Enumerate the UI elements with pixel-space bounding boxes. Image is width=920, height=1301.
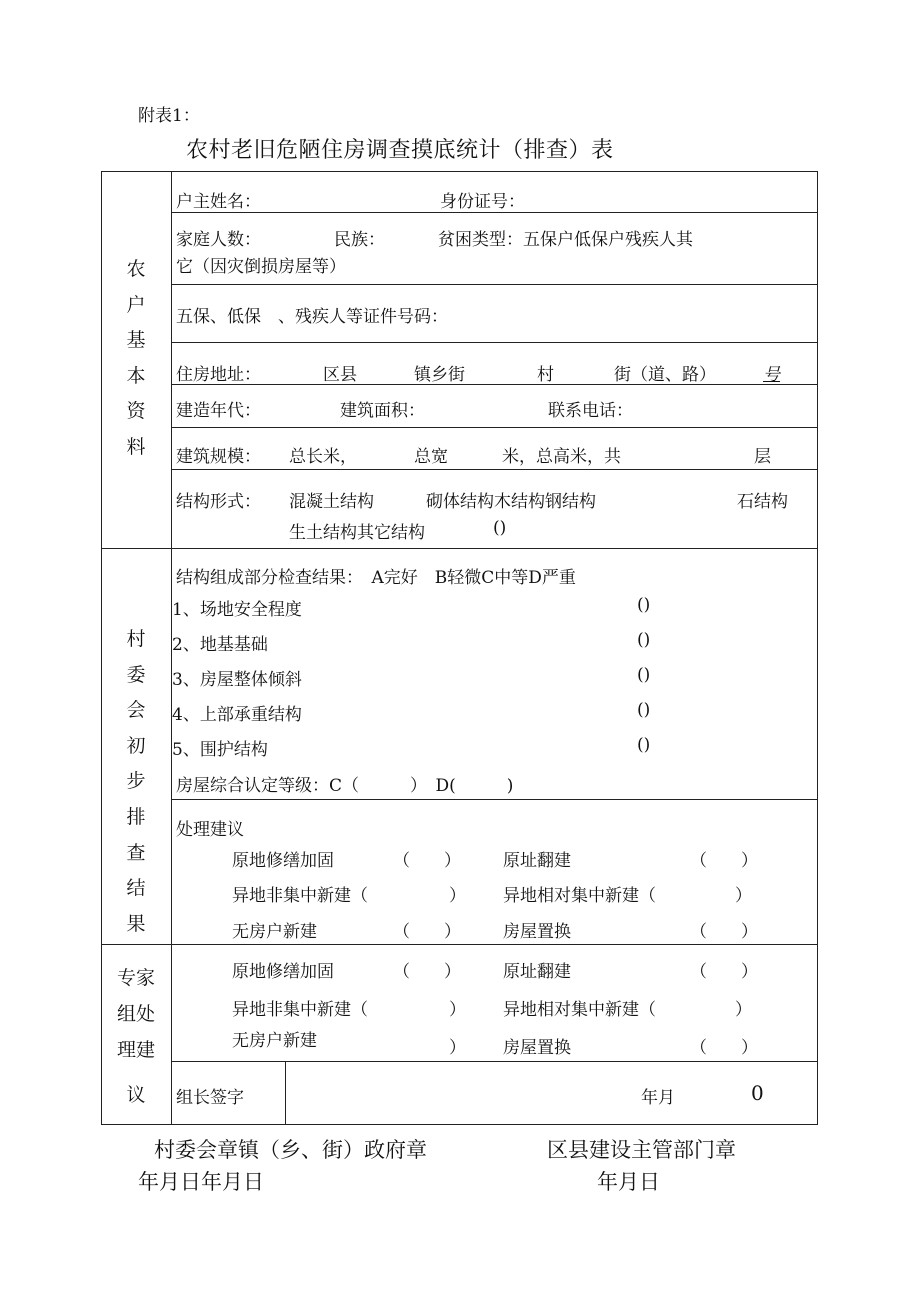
owner-name-label: 户主姓名： bbox=[176, 192, 261, 212]
section-char: 料 bbox=[126, 435, 146, 458]
row-divider bbox=[171, 284, 818, 285]
expert-mark: （ ） bbox=[393, 962, 461, 982]
inspection-mark: () bbox=[637, 700, 651, 720]
expert-option: 原地修缮加固 bbox=[232, 962, 334, 982]
inspection-header: 结构组成部分检查结果： A完好 B轻微C中等D严重 bbox=[176, 568, 576, 588]
section-char: 排 bbox=[126, 805, 146, 828]
suggestion-mark: （ ） bbox=[393, 851, 461, 871]
section-char: 村 bbox=[126, 628, 146, 650]
expert-mark: （ ） bbox=[690, 962, 758, 982]
grade-label: 房屋综合认定等级：C（ ） D( ) bbox=[176, 776, 514, 796]
inspection-mark: () bbox=[637, 735, 651, 755]
inspection-mark: () bbox=[637, 630, 651, 650]
address-town: 镇乡街 bbox=[414, 365, 465, 385]
expert-option: 原址翻建 bbox=[503, 962, 571, 982]
suggestion-option: 原地修缮加固 bbox=[232, 851, 334, 871]
expert-option: 异地相对集中新建（ bbox=[503, 1000, 656, 1020]
suggestion-option: 无房户新建 bbox=[232, 922, 317, 942]
section-char: 资 bbox=[126, 400, 146, 422]
family-size-label: 家庭人数： bbox=[176, 230, 261, 250]
suggestion-option: 异地非集中新建（ bbox=[232, 886, 368, 906]
row-divider bbox=[171, 384, 818, 385]
inspection-mark: () bbox=[637, 595, 651, 615]
structure-label: 结构形式： bbox=[176, 492, 261, 512]
expert-mark: ） bbox=[735, 1000, 752, 1020]
row-divider bbox=[171, 469, 818, 470]
section-label-expert-last: 议 bbox=[126, 1084, 146, 1106]
section-char: 基 bbox=[126, 329, 146, 351]
build-area-label: 建筑面积： bbox=[340, 401, 425, 421]
signature-divider bbox=[285, 1061, 286, 1125]
structure-paren: () bbox=[493, 518, 507, 538]
annex-label: 附表1： bbox=[138, 106, 200, 126]
id-number-label: 身份证号： bbox=[440, 192, 525, 212]
scale-floors: 层 bbox=[754, 447, 771, 467]
ethnicity-label: 民族： bbox=[334, 230, 385, 250]
footer-date-right: 年月日 bbox=[597, 1170, 660, 1194]
address-street: 街（道、路） bbox=[614, 365, 716, 385]
suggestion-mark: （ ） bbox=[690, 851, 758, 871]
section-char: 步 bbox=[126, 770, 146, 793]
suggestion-option: 房屋置换 bbox=[503, 922, 571, 942]
section-char: 委 bbox=[126, 663, 146, 686]
footer-date-left: 年月日年月日 bbox=[138, 1170, 264, 1194]
scale-width: 总宽 bbox=[414, 447, 448, 467]
structure-earth: 生土结构其它结构 bbox=[289, 523, 425, 543]
inspection-item: 1、场地安全程度 bbox=[172, 600, 302, 620]
phone-label: 联系电话： bbox=[548, 401, 633, 421]
build-year-label: 建造年代： bbox=[176, 401, 261, 421]
table-border-right bbox=[817, 171, 818, 1125]
suggestion-mark: ） bbox=[449, 886, 466, 906]
suggestion-mark: （ ） bbox=[393, 922, 461, 942]
section-char: 农 bbox=[126, 258, 146, 280]
address-number: 号 bbox=[763, 365, 780, 385]
section-char: 理建 bbox=[116, 1039, 155, 1061]
section-char: 初 bbox=[126, 734, 146, 757]
expert-option: 异地非集中新建（ bbox=[232, 1000, 368, 1020]
row-divider bbox=[171, 212, 818, 213]
expert-mark: ） bbox=[449, 1000, 466, 1020]
inspection-item: 2、地基基础 bbox=[172, 635, 268, 655]
section-label-basic bbox=[101, 252, 171, 465]
poverty-type-label: 贫困类型：五保户低保户残疾人其 bbox=[438, 230, 693, 250]
row-divider bbox=[171, 427, 818, 428]
inspection-mark: () bbox=[637, 665, 651, 685]
address-label: 住房地址： bbox=[176, 365, 261, 385]
section-char: 专家 bbox=[116, 967, 155, 989]
suggestion-title: 处理建议 bbox=[176, 820, 244, 840]
section-divider bbox=[101, 548, 818, 549]
page-title: 农村老旧危陋住房调查摸底统计（排查）表 bbox=[186, 138, 614, 163]
section-label-village bbox=[101, 622, 171, 942]
address-village: 村 bbox=[537, 365, 554, 385]
row-divider bbox=[171, 1061, 818, 1062]
suggestion-mark: ） bbox=[735, 886, 752, 906]
scale-height: 米，总高米，共 bbox=[502, 447, 621, 467]
structure-stone: 石结构 bbox=[737, 492, 788, 512]
section-char: 果 bbox=[126, 912, 146, 935]
section-char: 会 bbox=[126, 699, 146, 722]
scale-label: 建筑规模： bbox=[176, 447, 261, 467]
inspection-item: 4、上部承重结构 bbox=[172, 705, 302, 725]
inspection-item: 3、房屋整体倾斜 bbox=[172, 670, 302, 690]
suggestion-mark: （ ） bbox=[690, 922, 758, 942]
expert-option: 房屋置换 bbox=[503, 1038, 571, 1058]
footer-stamp-right: 区县建设主管部门章 bbox=[547, 1138, 736, 1162]
poverty-type-cont: 它（因灾倒损房屋等） bbox=[176, 257, 346, 277]
structure-concrete: 混凝土结构 bbox=[289, 492, 374, 512]
section-divider bbox=[101, 944, 818, 945]
expert-option: 无房户新建 bbox=[232, 1031, 317, 1051]
suggestion-option: 异地相对集中新建（ bbox=[503, 886, 656, 906]
section-char: 查 bbox=[126, 841, 146, 864]
date-value: 0 bbox=[751, 1081, 764, 1105]
signature-label: 组长签字 bbox=[176, 1088, 244, 1108]
footer-stamp-left: 村委会章镇（乡、街）政府章 bbox=[154, 1138, 427, 1162]
row-divider bbox=[171, 342, 818, 343]
address-district: 区县 bbox=[323, 365, 357, 385]
cert-number-label: 五保、低保 、残疾人等证件号码： bbox=[176, 307, 448, 327]
section-char: 组处 bbox=[116, 1003, 155, 1025]
suggestion-option: 原址翻建 bbox=[503, 851, 571, 871]
date-label: 年月 bbox=[641, 1088, 675, 1108]
section-label-expert bbox=[101, 960, 171, 1068]
inspection-item: 5、围护结构 bbox=[172, 740, 268, 760]
row-divider bbox=[171, 799, 818, 800]
section-char: 本 bbox=[126, 364, 146, 387]
scale-length: 总长米， bbox=[289, 447, 357, 467]
expert-mark: （ ） bbox=[690, 1038, 758, 1058]
section-char: 结 bbox=[126, 877, 146, 900]
table-border-bottom bbox=[101, 1124, 818, 1125]
section-char: 户 bbox=[126, 293, 146, 316]
table-border-top bbox=[101, 171, 818, 172]
structure-types: 砌体结构木结构钢结构 bbox=[426, 492, 596, 512]
expert-mark: ） bbox=[449, 1038, 466, 1058]
